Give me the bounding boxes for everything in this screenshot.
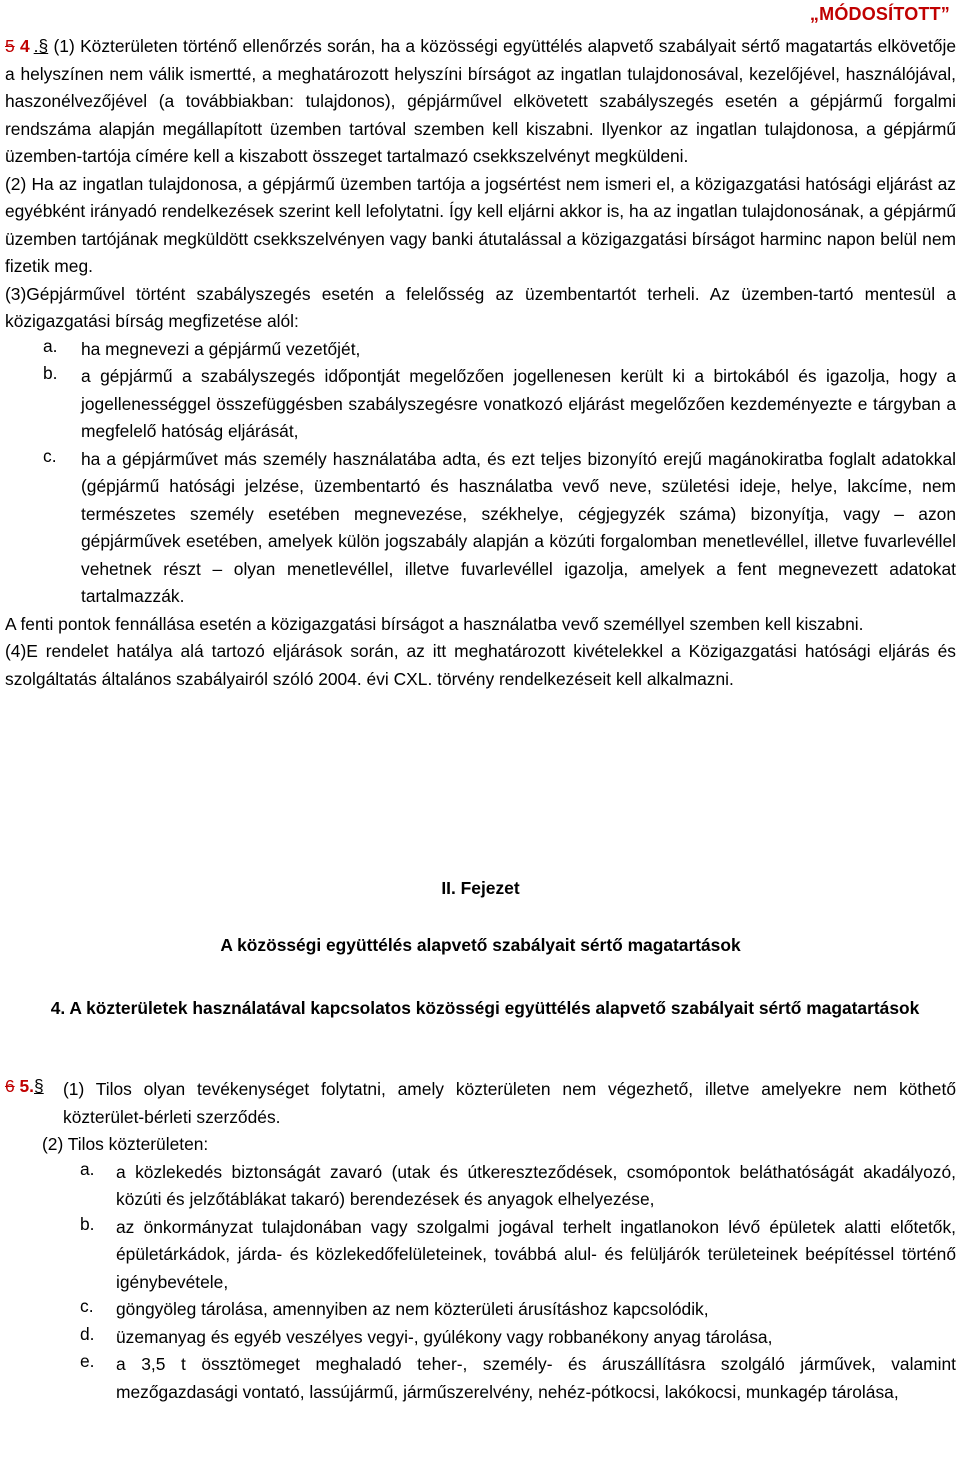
list-item-label: e. [80,1351,95,1371]
list-item-text: a közlekedés biztonságát zavaró (utak és útkereszteződések, csomópontok beláthatóságát akadályozó, közúti és jelzőtáblákat takaró) berendezések és anyagok elhelyezése, [116,1161,956,1209]
section-sign: .§ [33,36,49,56]
list-item [5,336,956,364]
list-item-label: b. [80,1213,95,1234]
list-item-text: ha megnevezi a gépjármű vezetőjét, [81,338,361,359]
section-4-paragraph-3: (3)Gépjárművel történt szabályszegés esetén a felelősség az üzembentartót terheli. Az üzemben-tartó mentesül a közigazgatási bírság megfizetése alól: [5,283,956,331]
section-5-paragraph-1 [5,1076,956,1131]
list-item-text: a gépjármű a szabályszegés időpontját megelőzően jogellenesen került ki a birtokából és igazolja, hogy a jogellenességgel összefüggésben szabályszegésre vonatkozó eljárást megelőzően kezdeményezte e tárgyban a megfelelő hatóság eljárását, [81,366,956,441]
list-item [5,1214,956,1297]
section-5 [5,1076,956,1406]
inserted-section-number: 5. [19,1076,35,1096]
deleted-section-number: 5 [5,36,15,56]
section-4-paragraph-2: (2) Ha az ingatlan tulajdonosa, a gépjármű üzemben tartója a jogsértést nem ismeri el, a közigazgatási hatósági eljárást az egyébként irányadó rendelkezések szerint kell lefolytatni. Így kell eljárni akkor is, ha az ingatlan tulajdonosának, a gépjármű üzemben tartójának megküldött csekkszelvényen vagy banki átutalással a közigazgatási bírságot harminc napon belül nem fizetik meg. [5,173,956,276]
section-5-list [5,1159,956,1407]
deleted-section-number: 6 [5,1076,15,1096]
list-item-label: c. [80,1296,94,1316]
list-item-label: a. [43,335,58,356]
section-4-paragraph-1 [5,33,956,171]
section-sign: § [34,1076,44,1096]
list-item [5,1324,956,1352]
chapter-title: A közösségi együttélés alapvető szabályait sértő magatartások [220,935,741,955]
list-item [5,363,956,446]
inserted-section-number: 4 [20,36,30,56]
section-5-paragraph-2-intro: (2) Tilos közterületen: [42,1134,209,1154]
section-4 [5,33,956,693]
list-item [5,1296,956,1324]
list-item-label: b. [43,363,58,383]
list-item-label: c. [43,445,57,466]
list-item-text: üzemanyag és egyéb veszélyes vegyi-, gyúlékony vagy robbanékony anyag tárolása, [116,1326,773,1347]
section-4-paragraph-4: (4)E rendelet hatálya alá tartozó eljárások során, az itt meghatározott kivételekkel a Közigazgatási hatósági eljárás és szolgáltatás általános szabályairól szóló 2004. évi CXL. törvény rendelkezéseit kell alkalmazni. [5,641,956,689]
list-item [5,1159,956,1214]
list-item-text: göngyöleg tárolása, amennyiben az nem közterületi árusításhoz kapcsolódik, [116,1299,709,1319]
section-5-paragraph-1-text: (1) Tilos olyan tevékenységet folytatni, amely közterületen nem végezhető, illetve amelyekre nem köthető közterület-bérleti szerződés. [63,1079,956,1127]
section-4-paragraph-1-text: (1) Közterületen történő ellenőrzés során, ha a közösségi együttélés alapvető szabályait sértő magatartás elkövetője a helyszínen nem válik ismertté, a meghatározott helyszíni bírságot az ingatlan tulajdonosával, kezelőjével, használójával, haszonélvezőjével (a továbbiakban: tulajdonos), gépjárművel elkövetett szabályszegés esetén a gépjármű forgalmi rendszáma alapján megállapított üzemben tartóval szemben kell kiszabni. Ilyenkor az ingatlan tulajdonosa, a gépjármű üzemben-tartója címére kell a kiszabott összeget tartalmazó csekkszelvényt megküldeni. [5,36,956,166]
modified-label: „MÓDOSÍTOTT” [809,4,950,24]
chapter-number: II. Fejezet [441,878,520,898]
subsection-title: 4. A közterületek használatával kapcsolatos közösségi együttélés alapvető szabályait sértő magatartások [50,998,920,1018]
list-item-label: d. [80,1323,95,1344]
list-item [5,446,956,611]
list-item-text: ha a gépjárművet más személy használatába adta, és ezt teljes bizonyító erejű magánokiratba foglalt adatokkal (gépjármű hatósági jelzése, üzembentartó és használatba vevő neve, születési ideje, helye, lakcíme, nem természetes személy esetében megnevezése, székhelye, cégjegyzék száma) bizonyítja, vagy – azon gépjárművek esetében, amelyek külön jogszabály alapján a közúti forgalomban menetlevéllel, illetve fuvarlevéllel vehetnek részt – olyan menetlevéllel, illetve fuvarlevéllel igazolja, amelyek a fent megnevezett adatokat tartalmazzák. [81,448,956,606]
list-item-text: a 3,5 t össztömeget meghaladó teher-, személy- és áruszállításra szolgáló járművek, valamint mezőgazdasági vontató, lassújármű, járműszerelvény, nehéz-pótkocsi, lakókocsi, munkagép tárolása, [116,1354,956,1402]
list-item-label: a. [80,1158,95,1179]
list-item-text: az önkormányzat tulajdonában vagy szolgalmi jogával terhelt ingatlanokon lévő épületek alatti előtetők, épületárkádok, járda- és közlekedőfelületeinek, továbbá alul- és felüljárók területeinek beépítéssel történő igénybevétele, [116,1216,956,1292]
section-4-list [5,336,956,611]
section-4-after-list: A fenti pontok fennállása esetén a közigazgatási bírságot a használatba vevő személlyel szemben kell kiszabni. [5,613,864,634]
list-item [5,1351,956,1406]
section-5-number [5,1076,63,1131]
